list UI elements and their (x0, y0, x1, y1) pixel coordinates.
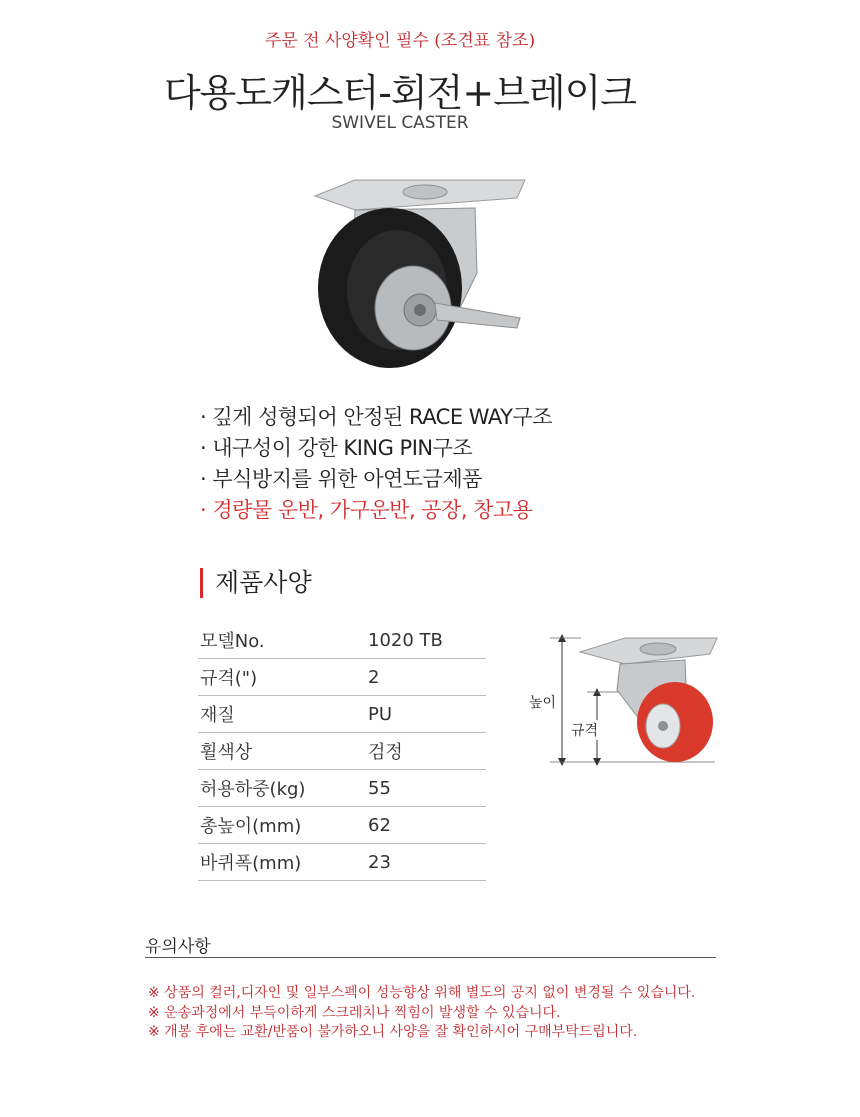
page-subtitle: SWIVEL CASTER (331, 113, 469, 133)
spec-value: 55 (368, 770, 486, 807)
spec-label: 허용하중(kg) (198, 770, 368, 807)
spec-heading: 제품사양 (200, 568, 312, 598)
note-item: ※ 상품의 컬러,디자인 및 일부스펙이 성능향상 위해 별도의 공지 없이 변경될 수 있습니다. (148, 985, 696, 1001)
divider (145, 957, 716, 958)
spec-value: 2 (368, 659, 486, 696)
page-title: 다용도캐스터-회전+브레이크 (163, 71, 637, 115)
spec-value: 62 (368, 807, 486, 844)
notes-heading: 유의사항 (145, 937, 211, 957)
spec-value: 23 (368, 844, 486, 881)
table-row (198, 807, 486, 844)
note-item: ※ 운송과정에서 부득이하게 스크레치나 찍힘이 발생할 수 있습니다. (148, 1004, 561, 1021)
height-label: 높이 (529, 692, 556, 712)
table-row (198, 733, 486, 770)
feature-list (200, 402, 552, 526)
spec-label: 휠색상 (198, 733, 368, 770)
table-row (198, 622, 486, 659)
spec-value: PU (368, 696, 486, 733)
size-label: 규격 (571, 720, 598, 740)
spec-table (198, 622, 486, 881)
order-notice: 주문 전 사양확인 필수 (조견표 참조) (264, 31, 536, 51)
spec-label: 총높이(mm) (198, 807, 368, 844)
notes-list (148, 984, 695, 1043)
table-row (198, 844, 486, 881)
table-row (198, 696, 486, 733)
feature-item: · 부식방지를 위한 아연도금제품 (200, 467, 482, 491)
feature-item-usage: · 경량물 운반, 가구운반, 공장, 창고용 (200, 498, 533, 522)
dimension-diagram (545, 630, 725, 770)
spec-label: 규격(") (198, 659, 368, 696)
note-item: ※ 개봉 후에는 교환/반품이 불가하오니 사양을 잘 확인하시어 구매부탁드립니다. (148, 1024, 638, 1040)
spec-value: 검정 (368, 733, 486, 770)
caster-product-image (305, 178, 530, 378)
feature-item: · 깊게 성형되어 안정된 RACE WAY구조 (200, 405, 553, 429)
spec-label: 바퀴폭(mm) (198, 844, 368, 881)
feature-item: · 내구성이 강한 KING PIN구조 (200, 436, 473, 460)
spec-label: 모델No. (198, 622, 368, 659)
spec-label: 재질 (198, 696, 368, 733)
table-row (198, 659, 486, 696)
spec-value: 1020 TB (368, 622, 486, 659)
table-row (198, 770, 486, 807)
